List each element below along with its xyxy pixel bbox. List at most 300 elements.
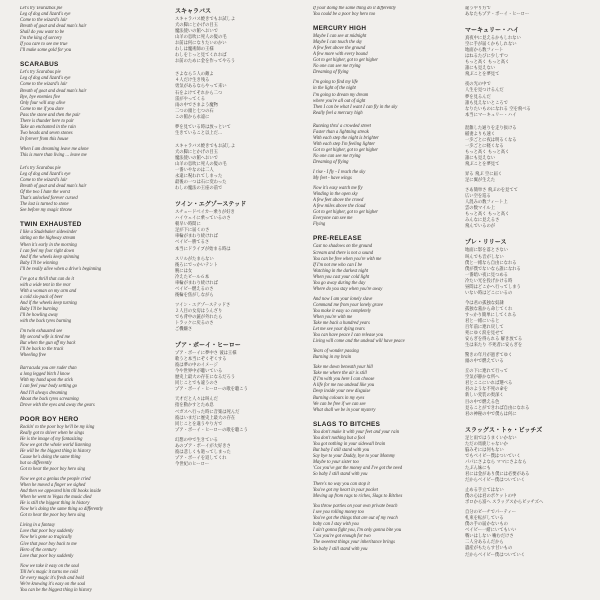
song-section: [175, 6, 293, 65]
lyric-line: And I'll always dreaming: [20, 390, 68, 396]
lyric-line: Now it's easy watch me fly: [313, 186, 363, 192]
lyric-line: With my hand upon the stick: [20, 378, 73, 384]
song-section: [465, 237, 585, 417]
lyric-line: 止める手立てはない: [465, 488, 504, 494]
lyric-line: Now we got the whole world listening: [20, 442, 91, 448]
lyrics-column-3: [313, 6, 445, 596]
lyric-line: 同じことを違うやり方で: [175, 421, 223, 427]
lyric-line: Faster than a lightning streak: [313, 129, 369, 135]
lyric-line: Hero of the century: [20, 547, 57, 553]
lyric-line: You've got my heart in your pocket: [313, 488, 378, 494]
lyric-line: Baby I'll be burning: [20, 306, 58, 312]
lyric-line: sitting on the highway stream: [20, 236, 76, 242]
lyric-line: And now I am your lonely slave: [313, 296, 373, 302]
lyric-line: I like a Studebaker sidewinder: [20, 230, 78, 236]
lyric-line: Everyone can see me: [313, 216, 353, 222]
lyric-line: 死にゆく涙を見せて: [465, 331, 504, 337]
song-title: ツイン・エグゾーステッド: [175, 201, 247, 209]
lyric-line: 車輪がまわり続ければ: [175, 280, 218, 286]
lyric-line: 空気が静かな所へ: [465, 375, 500, 381]
lyric-line: 指を動かすとため息: [175, 403, 214, 409]
lyric-line: さよなら５人の敵よ: [175, 72, 214, 78]
lyric-line: 今世紀のヒーロー: [175, 461, 210, 467]
lyric-line: This is more than living ... leave me: [20, 152, 87, 158]
lyric-line: Shall do you want to be: [20, 30, 65, 36]
lyric-line: 誰にも見えない: [465, 155, 496, 161]
lyric-line: だからベイビー僕はついていく: [465, 478, 525, 483]
lyric-line: わしは魔術師の王様: [175, 47, 214, 53]
lyric-line: スキャラバス焼きでもお試しよ: [175, 143, 236, 149]
lyric-line: プア・ボーイ・ヒーローの歌を聴こう: [175, 387, 248, 393]
lyric-line: この館から永遠に: [175, 114, 210, 120]
lyric-line: In forever from this house: [20, 136, 69, 142]
lyric-line: でも背中の銃が外れたら: [175, 314, 223, 320]
song-title: スラッグス・トゥ・ビッチズ: [465, 426, 543, 434]
lyric-line: パパにさよなら ママにさよなら: [465, 459, 527, 465]
lyric-line: Leg of dog and lizard's eye: [20, 76, 71, 82]
lyric-line: 山羊の息吹に死人の髪の毛: [175, 161, 227, 167]
lyric-line: My feet - have wings: [313, 176, 352, 182]
lyric-line: Dreaming of flying: [313, 70, 349, 76]
song-section: [175, 199, 293, 333]
song-title: SLAGS TO BITCHES: [313, 420, 381, 428]
lyric-line: Years of wonder passing: [313, 349, 359, 355]
lyric-line: Now he's doing the same thing so differently: [20, 507, 103, 513]
lyric-line: Come to me if you dare: [20, 106, 64, 112]
lyric-line: 魔法使いの館へおいで: [175, 29, 218, 35]
lyric-line: あなたもプア・ボーイ・ヒーロー: [465, 12, 530, 18]
lyric-line: Take me back a hundred years: [313, 321, 370, 327]
lyric-line: でもベイビー僕はついていく: [465, 453, 521, 459]
lyric-line: 朝早い時間に: [175, 222, 201, 228]
lyric-line: 稲妻よりも速く: [465, 131, 496, 137]
song-title: POOR BOY HERO: [20, 415, 79, 423]
lyric-line: ボロから富へ スラッグスからビッチズへ: [465, 500, 544, 506]
lyric-line: Let me see your dying tears: [313, 327, 365, 333]
lyric-line: いない時はどこにいるの: [465, 290, 513, 296]
lyric-line: 札束を転がしている: [465, 516, 504, 522]
lyric-line: I'm the king of sorcery: [20, 36, 62, 42]
lyric-line: I'll be back to the track: [20, 347, 64, 353]
lyric-line: わしをじっと見てくれれば: [175, 53, 227, 59]
lyric-line: スキャラバス焼きでもお試しよ: [175, 17, 236, 22]
lyric-line: Living will come and the undead will have peace: [313, 339, 405, 345]
song-title: マーキュリー・ハイ: [465, 27, 520, 35]
lyric-line: ご機嫌さ: [175, 327, 193, 333]
lyric-line: Rockin' to the poor boy he'll be my king: [20, 424, 95, 430]
lyric-line: プア・ボーイに夢中さ 彼は王様: [175, 351, 237, 357]
lyric-line: 驚きの年月が過ぎてゆく: [465, 353, 513, 359]
lyric-line: Deep inside your new disguise: [313, 389, 371, 395]
lyric-line: スチュードベイカー乗りが好き: [175, 210, 235, 216]
lyric-line: You can be the biggest thing in history: [20, 587, 92, 593]
lyric-line: 僕と一緒なら自由になれる: [465, 260, 517, 266]
lyric-line: 魔法使いの館へおいで: [175, 155, 218, 161]
lyric-line: もっと高く もっと高く: [465, 60, 510, 66]
lyric-line: Winding in the open sky: [313, 192, 358, 198]
lyric-line: I'm going to find my life: [313, 80, 358, 86]
lyric-line: 新しい変装の奥深く: [465, 393, 504, 399]
lyric-line: 雲の数マイル上: [465, 206, 495, 212]
lyric-line: Living in a fantasy: [20, 523, 56, 529]
lyric-line: You don't nothing but a fool: [313, 435, 366, 441]
lyric-line: Take me down beneath your hill: [313, 365, 373, 371]
song-section: [313, 6, 445, 18]
lyric-line: 天才だと人々は叫んだ: [175, 397, 218, 403]
lyric-line: 今や世界中が聴いている: [175, 369, 223, 375]
song-section: [20, 6, 152, 54]
lyric-line: Cause he's doing the same thing: [20, 454, 81, 460]
lyric-line: Got to hear the poor boy hero sing: [20, 513, 86, 519]
lyric-line: With each step I'm feeling lighter: [313, 141, 376, 147]
lyric-line: 安らぎを得られる 解き放てる: [465, 337, 523, 343]
lyric-line: He is still the biggest thing in history: [20, 501, 90, 507]
lyric-line: Running thru' a crowded street: [313, 123, 371, 129]
lyric-line: Now we take it easy on the soul: [20, 563, 79, 569]
lyric-line: Leg of dog and lizard's eye: [20, 172, 71, 178]
song-section: [313, 124, 445, 229]
lyric-line: なりたいものになれる 空を飛べる: [465, 106, 531, 112]
lyric-line: 雨の中でさまよう魔物: [175, 102, 218, 108]
song-section: [313, 25, 445, 117]
lyric-line: with a wide tent in the rear: [20, 282, 71, 288]
lyric-line: 本当にドライブが始まる時は: [175, 246, 231, 252]
song-section: [175, 340, 293, 468]
lyrics-column-2: [175, 6, 293, 596]
lyric-line: Say bye to your Daddy, bye to your Mommy: [313, 453, 396, 459]
lyric-line: Give that poor boy back to me: [20, 541, 77, 547]
lyric-line: Come to the wizard's lair: [20, 178, 68, 184]
lyric-line: You can be free when you're with me: [313, 256, 382, 262]
lyric-line: a long legged bitch I know: [20, 372, 70, 378]
lyric-line: When it's early in the morning: [20, 242, 77, 248]
lyric-line: 地面から数フィート: [465, 48, 504, 54]
lyric-line: 腕には女: [175, 268, 193, 274]
song-section: [465, 126, 585, 231]
lyric-line: With each step the night is brighter: [313, 135, 379, 141]
lyric-line: トラックに戻るのさ: [175, 321, 214, 327]
song-title: PRE-RELEASE: [313, 235, 362, 243]
lyric-line: ベイビー燃えるのさ: [175, 286, 214, 292]
lyric-line: 昼間はどこかへ行ってしまう: [465, 284, 521, 290]
lyric-line: Barracuda you are ruder than: [20, 366, 77, 372]
lyric-line: I'll make some gold for you: [20, 48, 72, 54]
lyric-line: 飛ぶことを夢見て: [465, 161, 500, 167]
lyric-line: 目の中で燃える色: [465, 399, 500, 405]
lyric-line: 犬の脚にとかげの目玉: [175, 149, 218, 155]
lyric-line: すっかり簡単にしてくれる: [465, 312, 517, 318]
lyric-line: A few more with every bound: [313, 52, 368, 58]
lyric-line: in the light of the night: [313, 86, 356, 92]
lyric-line: 広い空を巡る: [465, 194, 491, 200]
lyric-line: I'm going to dream my dream: [313, 92, 369, 98]
lyric-line: 僕の手の届かないもの: [465, 522, 508, 528]
lyric-line: where you're all out of sight: [313, 98, 366, 104]
lyric-line: 君には金があり僕には必要がある: [465, 471, 530, 477]
lyric-line: but so differently: [20, 460, 52, 466]
lyric-line: 夢を見ている時は放っといて: [175, 124, 231, 130]
song-title: プア・ボーイ・ヒーロー: [175, 342, 241, 350]
lyric-line: Burning in my brain: [313, 355, 352, 361]
lyric-line: 本当にマーキュリー・ハイ: [465, 112, 517, 118]
lyric-line: 百年前に連れ戻して: [465, 325, 504, 331]
lyric-line: 勇気があるならやって来い: [175, 84, 227, 90]
lyric-line: 後輪を焦がしながら: [175, 292, 214, 298]
lyric-line: はねるたびに少しずつ: [465, 54, 508, 60]
lyric-line: 雷がやってくる: [175, 96, 206, 102]
lyric-line: 君の神秘の中で僕らは何に: [465, 411, 517, 417]
lyric-line: Flying: [313, 222, 326, 228]
lyric-line: 足に翼が生えた: [465, 178, 496, 184]
lyric-line: 君と一緒にいると: [465, 318, 500, 324]
song-title: プレ・リリース: [465, 239, 507, 247]
lyric-line: Maybe I can touch the sky: [313, 40, 363, 46]
lyric-line: So baby I still stand with you: [313, 472, 368, 477]
lyric-line: Let's try Teurazbas pie: [20, 6, 63, 11]
lyric-line: Got to hear the poor boy hero sing: [20, 467, 86, 472]
lyric-line: 違うやり方で: [465, 6, 491, 11]
lyric-line: 冷たい光を投げかける時: [465, 278, 513, 284]
lyric-line: 飛ぶことを夢見て: [465, 72, 500, 78]
lyric-line: Got to get higher, got to get higher: [313, 147, 379, 153]
lyric-line: You throw parties on your own private beach: [313, 504, 398, 510]
lyric-line: My second wife is tired me: [20, 335, 70, 341]
lyric-line: 今は君の孤独な奴隷: [465, 300, 504, 306]
lyric-line: ツイン・エグゾーステッドさ: [175, 302, 231, 308]
lyric-line: If I'm with you here I can choose: [313, 377, 375, 383]
lyric-line: Burning colours in my eyes: [313, 395, 365, 401]
lyric-line: ベイビー一緒にいてもいい: [465, 528, 517, 534]
lyric-line: So baby I still stand with you: [313, 546, 368, 552]
lyric-line: I rise - I fly - I reach the sky: [313, 170, 366, 176]
lyric-line: 誰も見えないところで: [465, 100, 508, 106]
lyric-line: 生は来たり 不死者に安らぎを: [465, 343, 523, 349]
lyric-line: I'll be really alive when a drive's beginning: [20, 266, 102, 272]
lyric-line: 君のような不死の命を: [465, 387, 508, 393]
lyric-line: You can have peace I can release you: [313, 333, 384, 339]
lyric-line: Maybe to your sister too: [313, 459, 359, 465]
lyric-line: No one can see me trying: [313, 64, 361, 70]
lyric-line: Now we got a genius the people cried: [20, 477, 91, 483]
lyric-line: Command me from your lonely grave: [313, 302, 383, 308]
lyric-line: Really got to shiver when he sings: [20, 430, 85, 436]
lyric-line: 自分のビーチでパーティー: [465, 510, 517, 516]
lyric-line: When you're with me: [313, 314, 353, 320]
lyric-line: 足と雨ではうまくいかない: [465, 435, 517, 441]
lyric-line: お前は何になりたいのかい: [175, 41, 227, 47]
lyric-line: 飛んでいるのが: [465, 224, 496, 230]
lyric-line: 混雑した通りを走り抜ける: [465, 125, 517, 131]
lyric-line: 山羊の息吹に死人の髪の毛: [175, 35, 227, 41]
lyric-line: 歴史上最大の存在になるだろう: [175, 375, 236, 381]
lyric-line: Come to the wizard's lair: [20, 82, 68, 88]
lyric-line: 脳みそには何もない: [465, 447, 504, 453]
lyric-line: No one can see me trying: [313, 153, 361, 159]
lyric-line: He will be the biggest thing in history: [20, 448, 91, 454]
lyric-line: Pass the stone and then the pair: [20, 112, 81, 118]
lyric-line: プア・ボーイを返してくれ: [175, 455, 227, 461]
lyric-line: Drove with the eyes and away the gears: [20, 402, 95, 408]
song-section: [313, 421, 445, 553]
lyric-line: 'Cos you're got enough for two: [313, 534, 371, 540]
lyric-line: 叫んでも音がしない: [465, 254, 504, 260]
lyric-line: Got to get higher, got to get higher: [313, 210, 379, 216]
song-section: [20, 221, 152, 359]
lyric-line: And then we appeared him till books inside: [20, 489, 101, 495]
lyric-line: 夢を見るんだ: [465, 94, 491, 100]
lyric-line: You make it easy so completely: [313, 308, 372, 314]
lyric-line: Really feel a mercury high: [313, 110, 363, 116]
song-title: MERCURY HIGH: [313, 25, 367, 33]
lyric-line: わしの魔法の王座の前で: [175, 186, 223, 192]
lyric-line: I can feel your body setting go: [20, 384, 78, 390]
lyric-line: 一歩ごとに夜は明るくなる: [465, 137, 517, 143]
lyric-line: 冷えたビール６本: [175, 274, 210, 280]
lyric-line: ベガスへ行った時に音楽は死んだ: [175, 409, 240, 415]
lyric-line: Love that poor boy suddenly: [20, 553, 74, 559]
song-section: [20, 366, 152, 408]
lyric-line: I ain't gonna fight you, I'm only gonna bite you: [313, 528, 402, 534]
lyric-line: 犬の脚にとかげの目玉: [175, 23, 218, 29]
lyric-line: A few feet above the crowd: [313, 198, 364, 204]
lyric-line: Wheeling free: [20, 353, 46, 359]
lyric-line: 空に手が届くかもしれない: [465, 42, 517, 48]
lyric-line: I can feel my foot right down: [20, 248, 75, 254]
lyric-line: And if the wheels keep spinning: [20, 254, 80, 260]
lyric-line: A few miles above the cloud: [313, 204, 366, 210]
lyric-line: See before my magic throne: [20, 208, 72, 214]
lyric-line: Come to the wizard's lair: [20, 18, 68, 24]
lyric-line: You don't make it with your feet and your rain: [313, 429, 400, 435]
lyric-line: Scream and there is not a sound: [313, 250, 374, 256]
song-section: [313, 235, 445, 413]
lyric-line: But baby I still stand with you: [313, 447, 370, 453]
lyric-line: Got to get higher, got to get higher: [313, 58, 379, 64]
lyric-line: I see you rolling money too: [313, 510, 364, 516]
lyric-line: ４人だけ生き残る: [175, 78, 210, 84]
lyric-line: When he went to Vegas the music died: [20, 495, 92, 501]
lyric-line: スリルがたまらない: [175, 256, 214, 262]
lyric-line: We can be free if we can see: [313, 401, 366, 407]
song-title: TWIN EXHAUSTED: [20, 221, 82, 229]
lyric-line: 'Cos you've got the money and I've got the need: [313, 465, 403, 471]
lyric-line: 頭の中で燃えている: [465, 359, 504, 365]
lyric-line: みんなに見えるさ: [465, 218, 500, 224]
lyric-line: You've got the things that are out of my reach: [313, 516, 398, 522]
lyric-line: When you cast your cold light: [313, 274, 370, 280]
lyrics-column-4: [465, 6, 585, 596]
lyric-line: 同じことでも違うのさ: [175, 381, 218, 387]
lyric-line: And if the wheels keep turning: [20, 300, 77, 306]
lyric-line: Only four will stay alive: [20, 100, 66, 106]
lyric-line: Bye, bye enemies five: [20, 94, 61, 100]
lyric-line: お前のために金を作ってやろう: [175, 59, 236, 65]
lyric-line: If I'm not me who can I be: [313, 262, 363, 268]
lyric-line: About the back tyres screaming: [20, 396, 79, 402]
lyric-line: 孤独な墓から命じてくれ: [465, 306, 513, 312]
lyric-line: 最後の一つは石に変わった: [175, 180, 227, 186]
lyric-line: 一歩ごとに軽くなる: [465, 143, 504, 149]
lyric-line: ハイウェイに乗っているのさ: [175, 216, 231, 222]
lyric-line: ベイビー勝てるさ: [175, 240, 210, 246]
lyric-line: baby can I stay with you: [313, 522, 359, 528]
lyric-line: You could be a poor boy hero too: [313, 12, 376, 18]
lyric-line: あのプア・ボーイが大好きさ: [175, 443, 231, 449]
lyric-line: Take an enchanted in the rain: [20, 124, 76, 130]
lyric-line: Breath of goat and dead man's hair: [20, 24, 87, 30]
lyric-line: Love that poor boy suddenly: [20, 529, 74, 535]
lyric-line: 二人分あるんだから: [465, 540, 504, 546]
lyric-line: Breath of goat and dead man's hair: [20, 184, 87, 190]
song-section: [465, 6, 585, 18]
lyric-line: If you care to see me true: [20, 42, 68, 48]
lyric-line: Breath of goat and dead man's hair: [20, 88, 87, 94]
lyric-line: ただの馬鹿じゃないか: [465, 441, 508, 447]
lyric-line: A life for me too undead like you: [313, 383, 375, 389]
lyric-line: I've got a thrill that can do it: [20, 276, 74, 282]
lyric-line: If your doing the same thing do it differently: [313, 6, 396, 11]
song-section: [175, 72, 293, 136]
song-section: [175, 144, 293, 192]
lyric-line: 永遠に呪われてしまった: [175, 174, 223, 180]
lyric-line: Leg of dog and lizard's eye: [20, 12, 71, 18]
lyric-line: Moving up from rags to riches, Slags to Bitches: [313, 494, 403, 500]
lyric-line: Let's try Scarabus pie: [20, 166, 61, 172]
lyric-line: 彼はいまだに歴史上最大の存在: [175, 415, 236, 421]
lyric-line: 彼は夢の中のイメージ: [175, 363, 218, 369]
lyric-line: もっと高く もっと高く: [465, 149, 510, 155]
lyric-line: 生きていること以上だ...: [175, 130, 223, 136]
lyric-line: There's no way you can stop it: [313, 482, 370, 488]
lyric-line: The last is turned to stone: [20, 202, 69, 208]
lyric-line: 遺産がもたらす甘いもの: [465, 546, 513, 552]
lyric-line: プア・ボーイ・ヒーローの歌を聴こう: [175, 427, 248, 433]
lyric-line: Dreaming of flying: [313, 159, 349, 165]
lyric-line: 丘の下に連れて行って: [465, 369, 508, 375]
lyric-line: 僕の心は君のポケットの中: [465, 494, 517, 500]
lyric-line: I'm twin exhausted see: [20, 329, 63, 335]
lyric-line: Let's try Scarabus pie: [20, 70, 61, 76]
lyric-line: 夜の光の中で: [465, 82, 491, 88]
lyric-line: 車輪がまわり続ければ: [175, 234, 218, 240]
lyric-line: Take me where the air is still: [313, 371, 367, 377]
lyric-line: With a woman on my arm and: [20, 288, 77, 294]
lyric-line: 後ろにでっかいテント: [175, 262, 218, 268]
lyric-line: The sweetest things your inheritance brings: [313, 540, 395, 546]
lyric-line: ２人目の女房はうんざり: [175, 308, 223, 314]
lyric-line: When I am dreaming leave me alone: [20, 146, 89, 152]
lyric-line: What shall we be in your mystery: [313, 407, 376, 413]
lyric-line: A few feet above the ground: [313, 46, 366, 52]
lyric-line: 真夜中に見えるかもしれない: [465, 36, 521, 42]
song-section: [20, 61, 152, 159]
lyric-line: But when the gun off my back: [20, 341, 76, 347]
lyric-line: When he moved a finger we sighed: [20, 483, 86, 489]
lyric-line: 人混みの数フィート上: [465, 200, 508, 206]
lyric-line: 僕が僕でないなら誰になれる: [465, 266, 521, 272]
lyric-line: 歌うと本当にぞくぞくする: [175, 357, 227, 363]
song-title: SCARABUS: [20, 61, 59, 69]
song-section: [20, 416, 152, 594]
song-title: スキャラバス: [175, 8, 212, 15]
lyric-line: Then I can be what I want I can fly in the sky: [313, 104, 398, 110]
lyric-line: 足が下に届くのさ: [175, 228, 210, 234]
song-section: [465, 25, 585, 119]
lyric-line: 昇る 飛ぶ 空に届く: [465, 172, 503, 178]
lyric-line: 見ることができれば自由になれる: [465, 405, 530, 411]
lyric-line: 一番いやなのは二人: [175, 168, 214, 174]
lyric-line: 一番暗い夜に見つめる: [465, 272, 508, 278]
